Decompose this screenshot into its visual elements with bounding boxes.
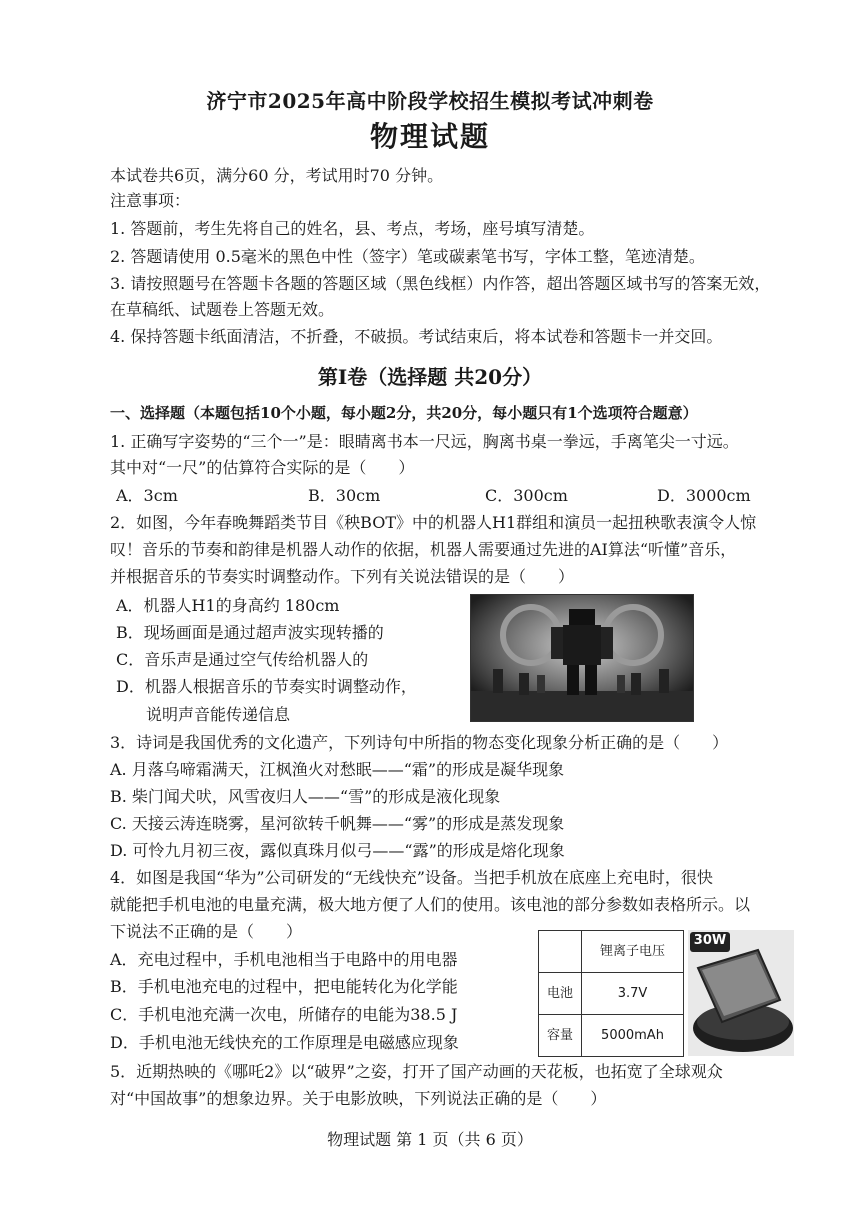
notes-heading: 注意事项： — [110, 191, 191, 210]
q2-option-c: C．音乐声是通过空气传给机器人的 — [116, 650, 369, 669]
table-row-value-voltage: 3.7V — [582, 973, 684, 1015]
q2-option-b: B．现场画面是通过超声波实现转播的 — [116, 623, 384, 642]
q2-option-d: D．机器人根据音乐的节奏实时调整动作， — [116, 677, 417, 696]
q4-option-b: B．手机电池充电的过程中，把电能转化为化学能 — [110, 977, 458, 996]
part1-title: 第Ⅰ卷（选择题 共20分） — [317, 365, 543, 389]
q3-option-d: D. 可怜九月初三夜，露似真珠月似弓——“露”的形成是熔化现象 — [110, 841, 565, 860]
note-2: 2. 答题请使用 0.5毫米的黑色中性（签字）笔或碳素笔书写，字体工整，笔迹清楚。 — [110, 247, 705, 266]
q2-stem-a: 2．如图，今年春晚舞蹈类节目《秧BOT》中的机器人H1群组和演员一起扭秧歌表演令人惊 — [110, 513, 757, 532]
subject-title: 物理试题 — [369, 120, 490, 153]
table-row-label-capacity: 容量 — [539, 1015, 582, 1057]
q3-stem: 3．诗词是我国优秀的文化遗产，下列诗句中所指的物态变化现象分析正确的是（ ） — [110, 733, 729, 752]
table-corner-cell — [539, 931, 582, 973]
q1-option-c: C．300cm — [485, 486, 568, 505]
q2-option-a: A．机器人H1的身高约 180cm — [116, 596, 340, 615]
q3-option-b: B. 柴门闻犬吠，风雪夜归人——“雪”的形成是液化现象 — [110, 787, 501, 806]
q5-stem-b: 对“中国故事”的想象边界。关于电影放映，下列说法正确的是（ ） — [110, 1089, 607, 1108]
note-4: 4. 保持答题卡纸面清洁，不折叠，不破损。考试结束后，将本试卷和答题卡一并交回。 — [110, 327, 723, 346]
battery-parameter-table — [538, 930, 684, 1057]
q1-option-d: D．3000cm — [657, 486, 751, 505]
table-header-voltage: 锂离子电压 — [582, 931, 684, 973]
q1-option-b: B．30cm — [308, 486, 381, 505]
q4-stem-a: 4．如图是我国“华为”公司研发的“无线快充”设备。当把手机放在底座上充电时，很快 — [110, 868, 713, 887]
q5-stem-a: 5．近期热映的《哪吒2》以“破界”之姿，打开了国产动画的天花板，也拓宽了全球观众 — [110, 1062, 723, 1081]
exam-title: 济宁市2025年高中阶段学校招生模拟考试冲刺卷 — [206, 89, 654, 113]
page-footer: 物理试题 第 1 页（共 6 页） — [327, 1130, 533, 1149]
part1-instruction: 一、选择题（本题包括10个小题，每小题2分，共20分，每小题只有1个选项符合题意） — [110, 404, 698, 422]
q1-stem-a: 1. 正确写字姿势的“三个一”是：眼睛离书本一尺远，胸离书桌一拳远，手离笔尖一寸远。 — [110, 432, 739, 451]
note-3a: 3. 请按照题号在答题卡各题的答题区域（黑色线框）内作答，超出答题区域书写的答案无效， — [110, 274, 771, 293]
q1-stem-b: 其中对“一尺”的估算符合实际的是（ ） — [110, 458, 415, 477]
q2-stem-c: 并根据音乐的节奏实时调整动作。下列有关说法错误的是（ ） — [110, 567, 575, 586]
charger-power-badge: 30W — [693, 933, 727, 948]
exam-info: 本试卷共6页，满分60 分，考试用时70 分钟。 — [110, 166, 444, 185]
q1-option-a: A．3cm — [116, 486, 178, 505]
q3-option-a: A. 月落乌啼霜满天，江枫渔火对愁眠——“霜”的形成是凝华现象 — [110, 760, 565, 779]
q4-stem-c: 下说法不正确的是（ ） — [110, 922, 303, 941]
note-3b: 在草稿纸、试题卷上答题无效。 — [110, 300, 335, 319]
q3-option-c: C. 天接云涛连晓雾，星河欲转千帆舞——“雾”的形成是蒸发现象 — [110, 814, 565, 833]
robot-performance-photo — [470, 594, 694, 722]
table-row-value-capacity: 5000mAh — [582, 1015, 684, 1057]
q4-stem-b: 就能把手机电池的电量充满，极大地方便了人们的使用。该电池的部分参数如表格所示。以 — [110, 895, 751, 914]
q2-stem-b: 叹！音乐的节奏和韵律是机器人动作的依据，机器人需要通过先进的AI算法“听懂”音乐， — [110, 540, 737, 559]
robot-stage-illustration — [471, 595, 693, 721]
note-1: 1. 答题前，考生先将自己的姓名，县、考点，考场，座号填写清楚。 — [110, 219, 595, 238]
q4-option-d: D．手机电池无线快充的工作原理是电磁感应现象 — [110, 1033, 459, 1052]
wireless-charger-photo — [688, 930, 794, 1056]
q2-option-d-continued: 说明声音能传递信息 — [146, 705, 291, 724]
table-row-label-battery: 电池 — [539, 973, 582, 1015]
q4-option-a: A．充电过程中，手机电池相当于电路中的用电器 — [110, 950, 458, 969]
q4-option-c: C．手机电池充满一次电，所储存的电能为38.5 J — [110, 1005, 458, 1024]
wireless-charger-illustration — [688, 930, 794, 1056]
